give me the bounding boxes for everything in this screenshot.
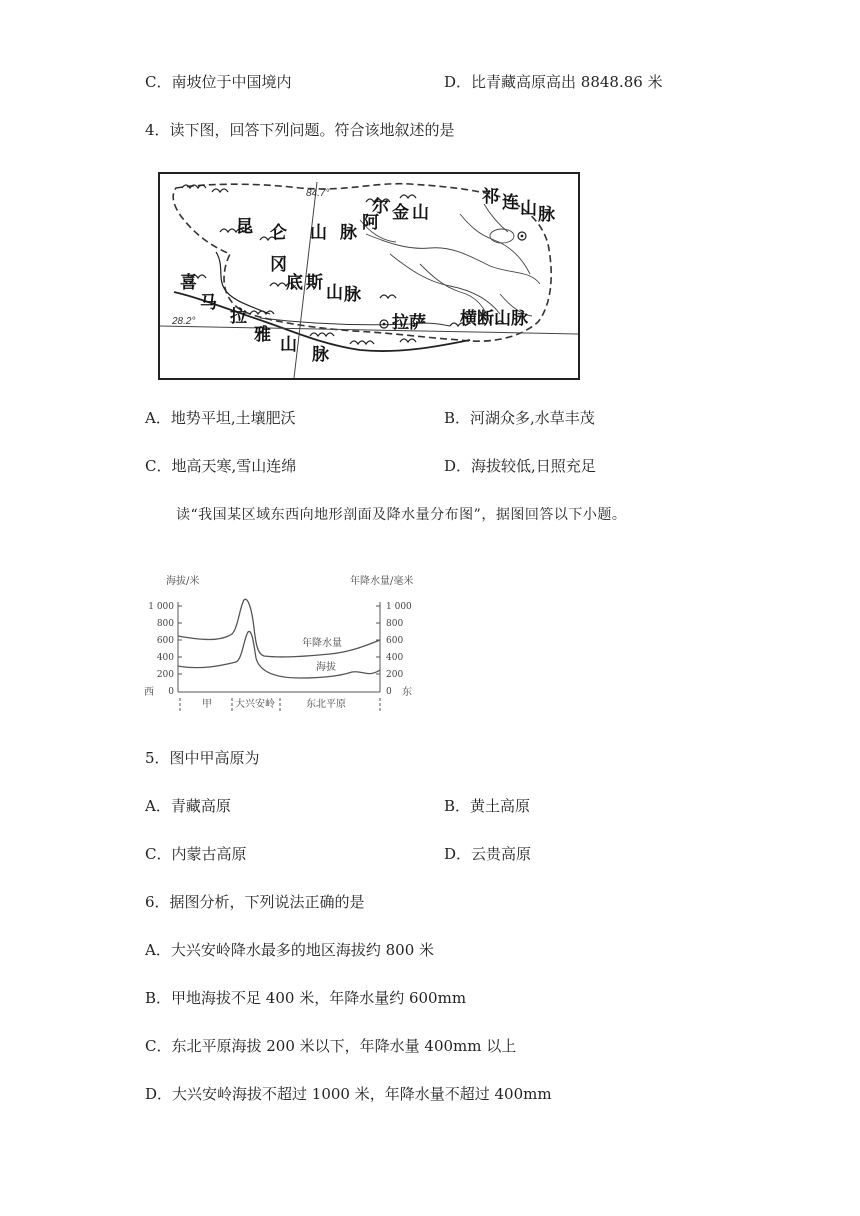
q5-option-d: D．云贵高原 bbox=[444, 845, 532, 863]
gangdise-char-1: 冈 bbox=[270, 255, 287, 275]
q5-option-c: C．内蒙古高原 bbox=[145, 845, 247, 863]
gangdise-char-3: 斯 bbox=[306, 273, 323, 293]
east-label: 东 bbox=[402, 687, 412, 698]
right-tick-1000: 1 000 bbox=[386, 602, 412, 612]
left-tick-400: 400 bbox=[156, 653, 174, 663]
kunlun-char-4: 脉 bbox=[340, 223, 357, 243]
himalaya-char-3: 拉 bbox=[230, 307, 247, 327]
q6-option-d: D．大兴安岭海拔不超过 1000 米，年降水量不超过 400mm bbox=[145, 1085, 552, 1103]
q4-option-b: B．河湖众多,水草丰茂 bbox=[444, 409, 595, 427]
elevation-curve-label: 海拔 bbox=[316, 662, 336, 673]
left-tick-600: 600 bbox=[156, 636, 174, 646]
left-tick-0: 0 bbox=[168, 687, 174, 697]
qilian-char-2: 连 bbox=[502, 193, 519, 213]
himalaya-char-1: 喜 bbox=[180, 273, 197, 293]
gangdise-char-4: 山 bbox=[326, 283, 343, 303]
kunlun-char-1: 昆 bbox=[236, 217, 253, 237]
altun-char-4: 山 bbox=[412, 203, 429, 223]
right-tick-200: 200 bbox=[386, 670, 404, 680]
precip-curve-label: 年降水量 bbox=[302, 638, 342, 649]
q5-option-a: A．青藏高原 bbox=[145, 797, 231, 815]
himalaya-char-2: 马 bbox=[200, 293, 217, 313]
region-daxinganling: 大兴安岭 bbox=[235, 699, 275, 710]
hengduan-label: 横断山脉 bbox=[460, 309, 528, 329]
qilian-char-1: 祁 bbox=[482, 187, 499, 207]
right-axis-title: 年降水量/毫米 bbox=[350, 576, 414, 587]
region-dongbei-plain: 东北平原 bbox=[306, 699, 346, 710]
q5-stem: 5．图中甲高原为 bbox=[145, 749, 260, 767]
altun-char-1: 阿 bbox=[362, 213, 379, 233]
right-tick-600: 600 bbox=[386, 636, 404, 646]
left-tick-200: 200 bbox=[156, 670, 174, 680]
qilian-char-3: 山 bbox=[520, 199, 537, 219]
elevation-curve bbox=[178, 631, 380, 678]
precipitation-curve bbox=[178, 599, 380, 657]
left-axis-title: 海拔/米 bbox=[166, 576, 200, 587]
lhasa-label: 拉萨 bbox=[392, 313, 426, 333]
tibet-map bbox=[158, 172, 580, 380]
q4-option-d: D．海拔较低,日照充足 bbox=[444, 457, 596, 475]
kunlun-char-2: 仑 bbox=[270, 223, 287, 243]
himalaya-char-6: 脉 bbox=[312, 345, 329, 365]
q6-stem: 6．据图分析，下列说法正确的是 bbox=[145, 893, 365, 911]
gangdise-char-2: 底 bbox=[286, 273, 303, 293]
terrain-precipitation-profile bbox=[140, 566, 440, 720]
region-jia: 甲 bbox=[202, 699, 212, 710]
himalaya-char-5: 山 bbox=[280, 335, 297, 355]
west-label: 西 bbox=[144, 687, 154, 698]
q6-option-b: B．甲地海拔不足 400 米，年降水量约 600mm bbox=[145, 989, 467, 1007]
section-intro: 读“我国某区域东西向地形剖面及降水量分布图”，据图回答以下小题。 bbox=[176, 507, 627, 523]
kunlun-char-3: 山 bbox=[310, 223, 327, 243]
q4-option-a: A．地势平坦,土壤肥沃 bbox=[145, 409, 296, 427]
himalaya-char-4: 雅 bbox=[254, 325, 271, 345]
latitude-label: 28.2° bbox=[172, 316, 196, 327]
q4-option-c: C．地高天寒,雪山连绵 bbox=[145, 457, 297, 475]
q6-option-a: A．大兴安岭降水最多的地区海拔约 800 米 bbox=[145, 941, 435, 959]
right-tick-800: 800 bbox=[386, 619, 404, 629]
gangdise-char-5: 脉 bbox=[344, 285, 361, 305]
q4-stem: 4．读下图，回答下列问题。符合该地叙述的是 bbox=[145, 121, 455, 139]
q3-option-d: D．比青藏高原高出 8848.86 米 bbox=[444, 73, 663, 91]
altun-char-2: 尔 bbox=[372, 197, 389, 217]
q3-option-c: C．南坡位于中国境内 bbox=[145, 73, 292, 91]
longitude-label: 84.7° bbox=[306, 188, 330, 199]
left-tick-1000: 1 000 bbox=[148, 602, 174, 612]
left-tick-800: 800 bbox=[156, 619, 174, 629]
right-tick-0: 0 bbox=[386, 687, 392, 697]
qilian-char-4: 脉 bbox=[538, 205, 555, 225]
altun-char-3: 金 bbox=[392, 203, 409, 223]
q5-option-b: B．黄土高原 bbox=[444, 797, 531, 815]
right-tick-400: 400 bbox=[386, 653, 404, 663]
q6-option-c: C．东北平原海拔 200 米以下，年降水量 400mm 以上 bbox=[145, 1037, 517, 1055]
